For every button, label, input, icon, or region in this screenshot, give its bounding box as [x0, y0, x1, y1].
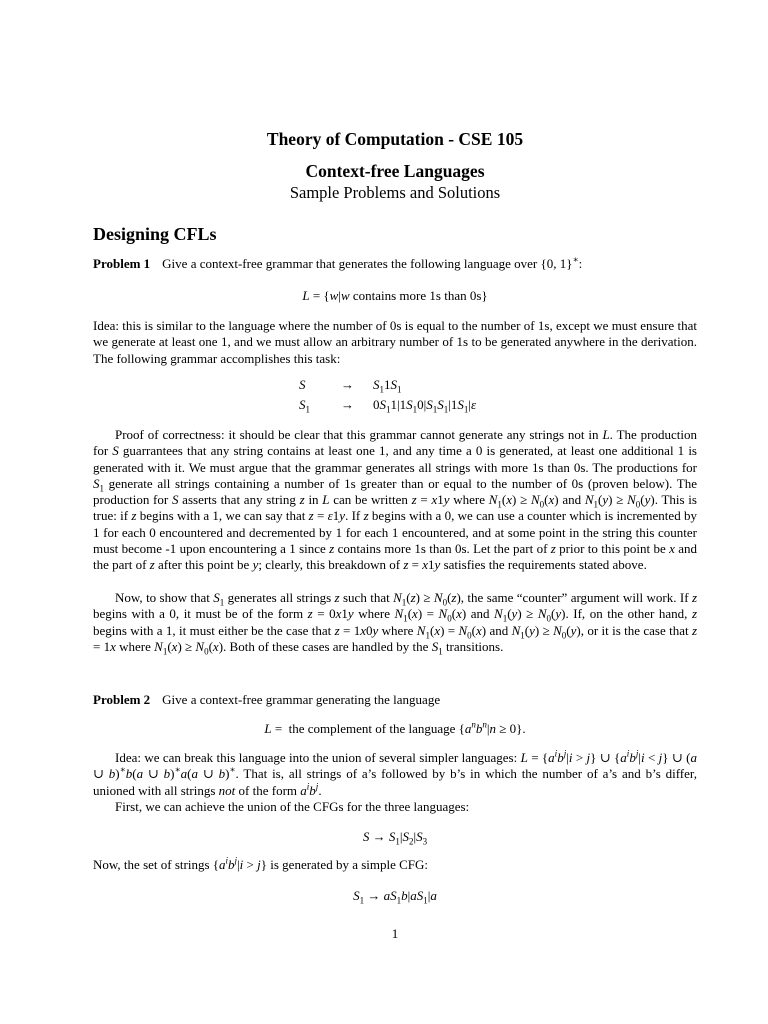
problem-2-first: First, we can achieve the union of the CFGs for the three languages: [115, 799, 470, 814]
subtitle: Sample Problems and Solutions [289, 183, 501, 202]
problem-1-idea: Idea: this is similar to the language where the number of 0s is equal to the number of 1s, except we must ensure that we generate at least one 1, and we must allow an arbitrary number of 1s to be generated anywhere in the derivation. The following grammar accomplishes this task: [93, 318, 697, 366]
problem-1-statement: Problem 1 Give a context-free grammar that generates the following language over {0, 1}∗: [93, 254, 583, 271]
topic-title: Context-free Languages [305, 161, 485, 181]
problem-2-now: Now, the set of strings $\{a^ib^j|i > j\}$ is generated by a simple CFG: [93, 855, 429, 872]
page-number: 1 [391, 926, 399, 941]
problem-1-proof: Proof of correctness: it should be clear that this grammar cannot generate any strings not in L. The production for S guarrantees that any string contains at least one 1, and any time a 0 is generated, at least one additional 1 is generated with it. We must argue that the grammar generates all strings with more 1s than 0s. The productions for $S_1$ generate all strings containing a number of 1s greater than or equal to the number of 0s (proven below). The production for S asserts that any string z in L can be written z = x1y where $N_1(x) \ge N_0(x)$ and $N_1(y) \ge N_0(y)$. This is true: if z begins with a 1, we can say that z = ε1y. If z begins with a 0, we can use a counter which is incremented by 1 for each 0 encountered and decremented by 1 for each 1 encountered, and at some point in the string this counter must become -1 upon encountering a 1 since z contains more 1s than 0s. Let the part of z prior to this point be x and the part of z after this point be y; clearly, this breakdown of z = x1y satisfies the requirements stated above. [93, 427, 697, 573]
course-title: Theory of Computation - CSE 105 [266, 129, 524, 149]
problem-1-language: L = {w|w contains more 1s than 0s} [302, 288, 488, 303]
problem-1-proof-2: Now, to show that $S_1$ generates all strings z such that $N_1(z) \ge N_0(z)$, the same “counter” argument will work. If z begins with a 0, it must be of the form z = 0x1y where $N_1(x) = N_0(x)$ and $N_1(y) \ge N_0(y)$. If, on the other hand, z begins with a 1, it must either be the case that z = 1x0y where $N_1(x) = N_0(x)$ and $N_1(y) \ge N_0(y)$, or it is the case that z = 1x where $N_1(x) \ge N_0(x)$. Both of these cases are handled by the $S_1$ transitions. [93, 590, 698, 657]
problem-2-language: L = the complement of the language $\{a^nb^n|n \ge 0\}$. [264, 719, 526, 736]
grammar-rule: S → $S_11S_1$ [299, 377, 402, 395]
s1-rule: $S_1 \to aS_1b|aS_1|a$ [353, 888, 437, 906]
problem-2-label: Problem 2 [93, 692, 151, 707]
alphabet: {0, 1}∗: [540, 254, 583, 271]
problem-2-idea: Idea: we can break this language into the union of several simpler languages: $L = \{a^ib^j|i > j\}$ ∪ $\{a^ib^j|i < j\}$ ∪ (a ∪ b)∗b(a ∪ b)∗a(a ∪ b)∗. That is, all strings of a’s followed by b’s in which the number of a’s and b’s differ, unioned with all strings not of the form $a^ib^j$. [93, 748, 697, 798]
problem-2-statement: Problem 2 Give a context-free grammar generating the language [93, 692, 441, 707]
union-rule: $S \to S_1|S_2|S_3$ [362, 829, 428, 847]
grammar-table [299, 375, 484, 415]
grammar-rule: $S_1$ → $0S_11|1S_10|S_1S_1|1S_1|\varepsilon$ [299, 397, 477, 415]
problem-1-label: Problem 1 [93, 256, 151, 271]
section-heading: Designing CFLs [93, 224, 217, 244]
